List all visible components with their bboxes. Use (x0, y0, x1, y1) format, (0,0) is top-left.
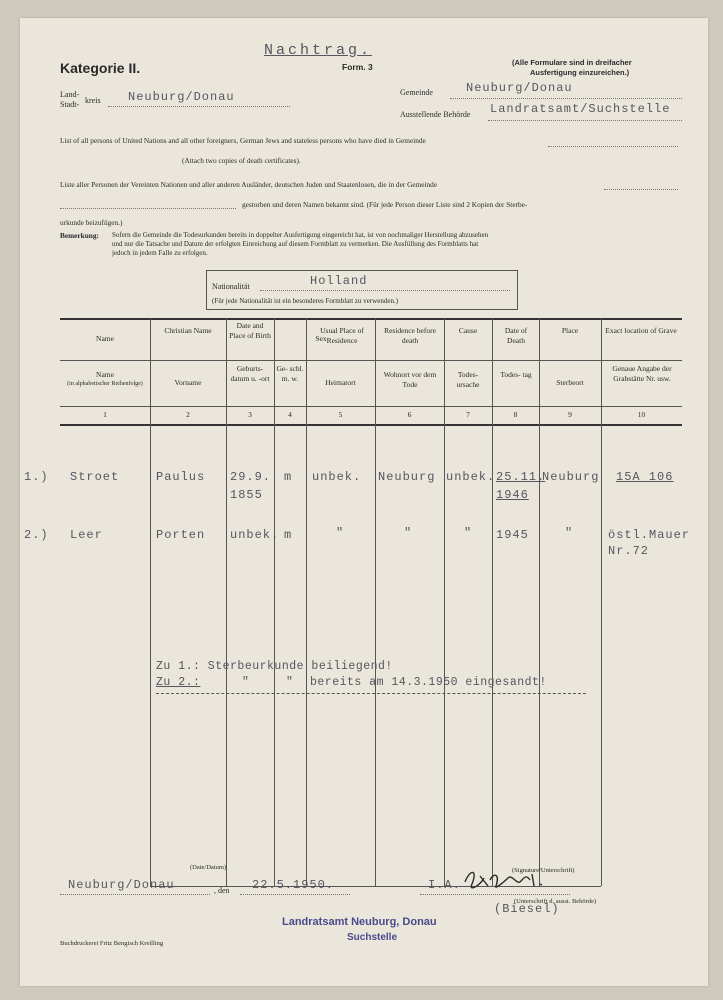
english-attach: (Attach two copies of death certificates). (182, 156, 301, 165)
col-7-num: 7 (466, 410, 470, 419)
col-10-de: Genaue Angabe der Grabstätte Nr. usw. (612, 364, 672, 383)
nachtrag-title: Nachtrag. (264, 42, 373, 59)
col-2-en: Christian Name (164, 326, 212, 335)
nationality-note: (Für jede Nationalität ist ein besonderes Formblatt zu verwenden.) (212, 297, 399, 305)
printer-credit: Buchdruckerei Fritz Bengisch Kreilling (60, 940, 164, 947)
table-mid-line (60, 360, 682, 361)
row-1-grave: 15A 106 (616, 470, 674, 484)
col-5-num: 5 (338, 410, 343, 419)
row-2-vorname: Porten (156, 528, 206, 542)
signature-dots (420, 894, 570, 895)
stamp-line-1: Landratsamt Neuburg, Donau (282, 916, 437, 928)
row-1-heimatort: unbek. (312, 470, 362, 484)
nationality-value: Holland (310, 274, 368, 288)
note-dots (156, 693, 586, 694)
row-2-grave-2: Nr.72 (608, 544, 650, 558)
behoerde-note: (Unterschrift d. ausst. Behörde) (514, 898, 597, 905)
row-2-place: " (565, 526, 574, 540)
col-sep-2 (226, 318, 227, 886)
col-5-en: Usual Place of Residence (320, 326, 364, 345)
german-dots-2 (60, 208, 236, 209)
col-3-en: Date and Place of Birth (229, 321, 271, 340)
table-num-line (60, 424, 682, 426)
col-7-en: Cause (458, 326, 478, 335)
nationality-dots (260, 290, 510, 291)
row-2-cause: " (464, 526, 473, 540)
col-8-num: 8 (513, 410, 518, 419)
col-sep-3 (274, 318, 275, 886)
place-value: Neuburg/Donau (68, 878, 175, 892)
col-9-en: Place (561, 326, 579, 335)
kreis-value: Neuburg/Donau (128, 90, 235, 104)
note-2-text: bereits am 14.3.1950 eingesandt! (310, 676, 547, 689)
col-3-num: 3 (248, 410, 252, 419)
date-label: (Date/Datum) (190, 864, 227, 871)
german-intro-3: urkunde beizufügen.) (60, 218, 123, 227)
bemerkung-line-2: und nur die Tatsache und Datum der erfolgten Einreichung auf diesem Formblatt zu vermerken. Die Ausfüllung des Formblatts hat (112, 240, 479, 248)
gemeinde-dots (450, 98, 682, 99)
date-value: 22.5.1950. (252, 878, 335, 892)
row-1-wohnort: Neuburg (378, 470, 436, 484)
row-2-index: 2.) (24, 528, 49, 542)
col-10-num: 10 (637, 410, 646, 419)
col-5-de: Heimatort (325, 378, 356, 387)
col-2-num: 2 (186, 410, 190, 419)
form-number: Form. 3 (342, 62, 373, 72)
col-10-en: Exact location of Grave (605, 326, 677, 335)
row-2-death-year: 1945 (496, 528, 529, 542)
col-1-de-note: (in alphabetischer Reihenfolge) (67, 381, 143, 387)
kreis-label: kreis (85, 96, 101, 105)
col-1-de: Name (96, 370, 114, 379)
col-sep-4 (306, 318, 307, 886)
table-de-line (60, 406, 682, 407)
land-label: Land- (60, 90, 80, 99)
col-4-en: Sex (315, 334, 327, 343)
col-1-en: Name (96, 334, 114, 343)
row-1-vorname: Paulus (156, 470, 206, 484)
form-sheet (20, 18, 708, 986)
col-2-de: Vorname (174, 378, 202, 387)
den-label: , den (214, 886, 230, 895)
col-4-num: 4 (288, 410, 292, 419)
col-3-de: Geburts- datum u. -ort (230, 364, 270, 383)
col-9-num: 9 (568, 410, 572, 419)
behoerde-value: Landratsamt/Suchstelle (490, 102, 671, 116)
row-2-name: Leer (70, 528, 103, 542)
col-8-en: Date of Death (504, 326, 528, 345)
row-2-birth: unbek. (230, 528, 280, 542)
german-intro-1: Liste aller Personen der Vereinten Nationen und aller anderen Ausländer, deutschen Juden und Staatenlosen, die in der Gemeinde (60, 180, 438, 189)
col-6-de: Wohnort vor dem Tode (383, 370, 437, 389)
kreis-dots (108, 106, 290, 107)
row-1-index: 1.) (24, 470, 49, 484)
row-1-place: Neuburg (542, 470, 600, 484)
col-sep-6 (444, 318, 445, 886)
row-1-birth-date: 29.9. (230, 470, 272, 484)
col-8-de: Todes- tag (500, 370, 532, 379)
row-1-name: Stroet (70, 470, 120, 484)
bemerkung-line-1: Sofern die Gemeinde die Todesurkunden bereits in doppelter Ausfertigung eingereicht hat, ist von nochmaliger Herstellung abzusehen (112, 231, 489, 239)
note-2-prefix: Zu 2.: (156, 676, 201, 689)
table-top-line (60, 318, 682, 320)
row-1-death-date: 25.11. (496, 470, 546, 484)
nationality-label: Nationalität (212, 282, 250, 291)
copies-note-2: Ausfertigung einzureichen.) (530, 68, 630, 77)
signature-label: (Signature/Unterschrift) (512, 867, 575, 874)
col-sep-9 (601, 318, 602, 886)
german-dots-1 (604, 189, 678, 190)
col-sep-7 (492, 318, 493, 886)
col-7-de: Todes- ursache (456, 370, 480, 389)
german-intro-2: gestorben und deren Namen bekannt sind. (Für jede Person dieser Liste sind 2 Kopien der Sterbe- (242, 200, 528, 209)
gemeinde-label: Gemeinde (400, 88, 433, 97)
col-6-en: Residence before death (384, 326, 436, 345)
col-sep-8 (539, 318, 540, 886)
note-1: Zu 1.: Sterbeurkunde beiliegend! (156, 660, 393, 673)
bemerkung-label: Bemerkung: (60, 231, 99, 240)
row-2-wohnort: " (404, 526, 413, 540)
col-sep-5 (375, 318, 376, 886)
row-2-sex: m (284, 528, 293, 542)
gemeinde-value: Neuburg/Donau (466, 81, 573, 95)
kategorie-title: Kategorie II. (60, 60, 141, 76)
behoerde-label: Ausstellende Behörde (400, 110, 471, 119)
ia-label: I.A. (428, 878, 461, 892)
row-1-death-year: 1946 (496, 488, 529, 502)
note-2-ditto-2: " (286, 676, 294, 689)
col-sep-1 (150, 318, 151, 886)
row-1-sex: m (284, 470, 293, 484)
english-intro: List of all persons of United Nations and all other foreigners, German Jews and stateless persons who have died in Gemeinde (60, 136, 426, 145)
note-2-ditto-1: " (242, 676, 250, 689)
col-9-de: Sterbeort (556, 378, 584, 387)
stadt-label-text: Stadt- (60, 100, 80, 109)
row-2-heimatort: " (336, 526, 345, 540)
english-dots (548, 146, 678, 147)
row-1-birth-year: 1855 (230, 488, 263, 502)
stamp-line-2: Suchstelle (347, 932, 398, 943)
place-dots (60, 894, 210, 895)
col-1-num: 1 (103, 410, 107, 419)
col-4-de: Ge- schl. m. w. (276, 364, 304, 383)
date-dots (240, 894, 350, 895)
row-1-cause: unbek. (446, 470, 496, 484)
copies-note-1: (Alle Formulare sind in dreifacher (512, 58, 632, 67)
col-6-num: 6 (407, 410, 412, 419)
behoerde-dots (488, 120, 682, 121)
row-2-grave-1: östl.Mauer (608, 528, 691, 542)
bemerkung-line-3: jedoch in jedem Falle zu erfolgen. (112, 249, 208, 257)
signature-name: (Biesel) (494, 902, 560, 916)
